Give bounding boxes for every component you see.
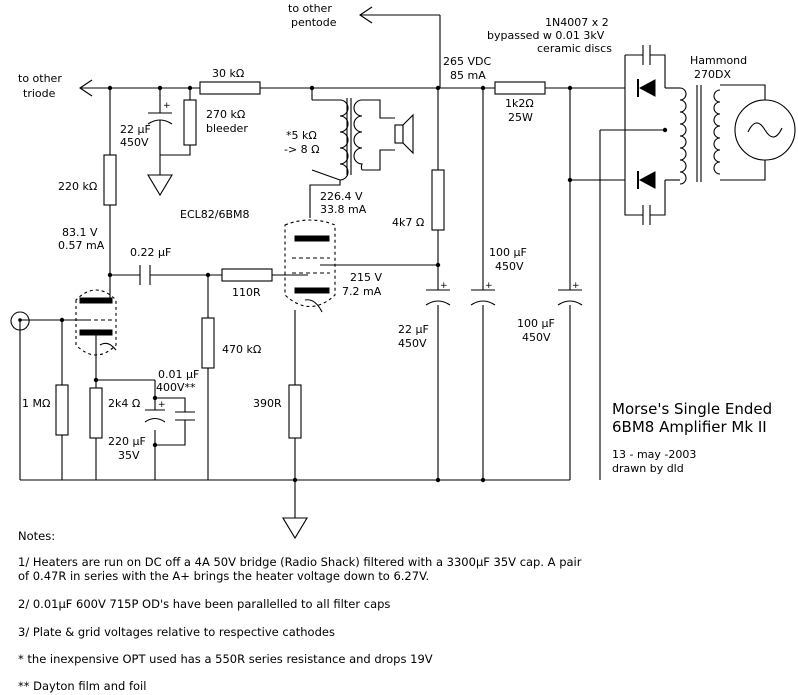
label-c22b-2: 450V xyxy=(398,337,427,350)
title-line-1: Morse's Single Ended xyxy=(612,400,773,418)
label-bleeder-1: 270 kΩ xyxy=(206,108,246,121)
label-diode-1: 1N4007 x 2 xyxy=(545,16,609,29)
note-2: 2/ 0.01µF 600V 715P OD's have been parallelled to all filter caps xyxy=(18,597,391,611)
label-to-pentode-1: to other xyxy=(288,2,332,15)
label-vdc-1: 265 VDC xyxy=(443,55,492,68)
label-trafo-2: 270DX xyxy=(694,68,732,81)
label-va-1: 226.4 V xyxy=(320,190,363,203)
label-bleeder-2: bleeder xyxy=(206,122,248,135)
label-r30k: 30 kΩ xyxy=(212,67,245,80)
label-r1k2-1: 1k2Ω xyxy=(505,97,534,110)
label-opt-1: *5 kΩ xyxy=(286,129,317,142)
label-c22b-1: 22 µF xyxy=(398,323,429,336)
svg-text:+: + xyxy=(485,281,493,291)
label-opt-2: -> 8 Ω xyxy=(284,143,320,156)
label-vg-1: 215 V xyxy=(350,271,383,284)
label-c022: 0.22 µF xyxy=(130,246,172,259)
note-1b: of 0.47R in series with the A+ brings the heater voltage down to 6.27V. xyxy=(18,569,430,583)
label-c100b-1: 100 µF xyxy=(517,317,555,330)
label-tube-name: ECL82/6BM8 xyxy=(180,208,250,221)
label-r470k: 470 kΩ xyxy=(222,343,262,356)
label-vdc-2: 85 mA xyxy=(450,69,486,82)
label-c22u-1: 22 µF xyxy=(120,123,151,136)
label-v831-2: 0.57 mA xyxy=(58,239,105,252)
label-c100a-2: 450V xyxy=(495,260,524,273)
label-diode-3: ceramic discs xyxy=(537,42,612,55)
label-c001-1: 0.01 µF xyxy=(158,368,200,381)
label-diode-2: bypassed w 0.01 3kV xyxy=(487,29,605,42)
label-c001-2: 400V** xyxy=(156,381,196,394)
label-c22u-2: 450V xyxy=(120,136,149,149)
resistor-4k7 xyxy=(432,170,444,230)
title-line-2: 6BM8 Amplifier Mk II xyxy=(612,418,767,436)
label-to-triode-2: triode xyxy=(23,87,56,100)
pentode-tube xyxy=(285,220,335,312)
svg-text:+: + xyxy=(158,400,166,410)
svg-text:+: + xyxy=(572,281,580,291)
title-drawn-by: drawn by dld xyxy=(612,462,684,475)
label-c220-2: 35V xyxy=(118,449,140,462)
ground-symbols xyxy=(148,175,307,538)
power-transformer xyxy=(680,85,720,184)
label-to-pentode-2: pentode xyxy=(291,16,337,29)
ac-source-icon xyxy=(735,100,795,160)
label-r2k4: 2k4 Ω xyxy=(108,397,141,410)
label-to-triode-1: to other xyxy=(18,72,62,85)
resistor-390r xyxy=(289,385,301,438)
component-labels xyxy=(18,2,747,462)
notes-heading: Notes: xyxy=(18,529,56,543)
capacitors xyxy=(140,45,650,422)
resistor-110r xyxy=(222,269,272,281)
label-v831-1: 83.1 V xyxy=(62,226,98,239)
label-r1k2-2: 25W xyxy=(508,111,533,124)
resistor-bleeder xyxy=(184,100,196,145)
resistor-2k4 xyxy=(90,388,102,438)
svg-text:+: + xyxy=(163,101,171,111)
label-r110: 110R xyxy=(232,286,261,299)
label-r220k: 220 kΩ xyxy=(58,180,98,193)
label-vg-2: 7.2 mA xyxy=(342,285,382,298)
note-5: ** Dayton film and foil xyxy=(18,679,147,693)
svg-text:+: + xyxy=(440,281,448,291)
resistor-470k xyxy=(202,318,214,368)
diodes xyxy=(638,79,655,189)
speaker-icon xyxy=(395,115,413,153)
label-r1m: 1 MΩ xyxy=(22,397,51,410)
label-r390: 390R xyxy=(253,397,282,410)
title-block xyxy=(612,400,772,475)
title-date: 13 - may -2003 xyxy=(612,448,697,461)
output-transformer xyxy=(312,98,362,185)
resistor-30k xyxy=(200,82,260,94)
label-va-2: 33.8 mA xyxy=(320,203,367,216)
note-4: * the inexpensive OPT used has a 550R series resistance and drops 19V xyxy=(18,652,433,666)
resistor-220k xyxy=(104,155,116,205)
note-1a: 1/ Heaters are run on DC off a 4A 50V bridge (Radio Shack) filtered with a 3300µF 35V cap. A pair xyxy=(18,555,582,569)
resistor-1m xyxy=(56,385,68,435)
notes-block xyxy=(18,529,582,693)
label-c100b-2: 450V xyxy=(522,331,551,344)
label-r4k7: 4k7 Ω xyxy=(392,216,425,229)
label-c220-1: 220 µF xyxy=(108,435,146,448)
label-c100a-1: 100 µF xyxy=(489,246,527,259)
label-trafo-1: Hammond xyxy=(690,54,748,67)
resistor-1k2 xyxy=(495,82,545,94)
note-3: 3/ Plate & grid voltages relative to respective cathodes xyxy=(18,625,335,639)
